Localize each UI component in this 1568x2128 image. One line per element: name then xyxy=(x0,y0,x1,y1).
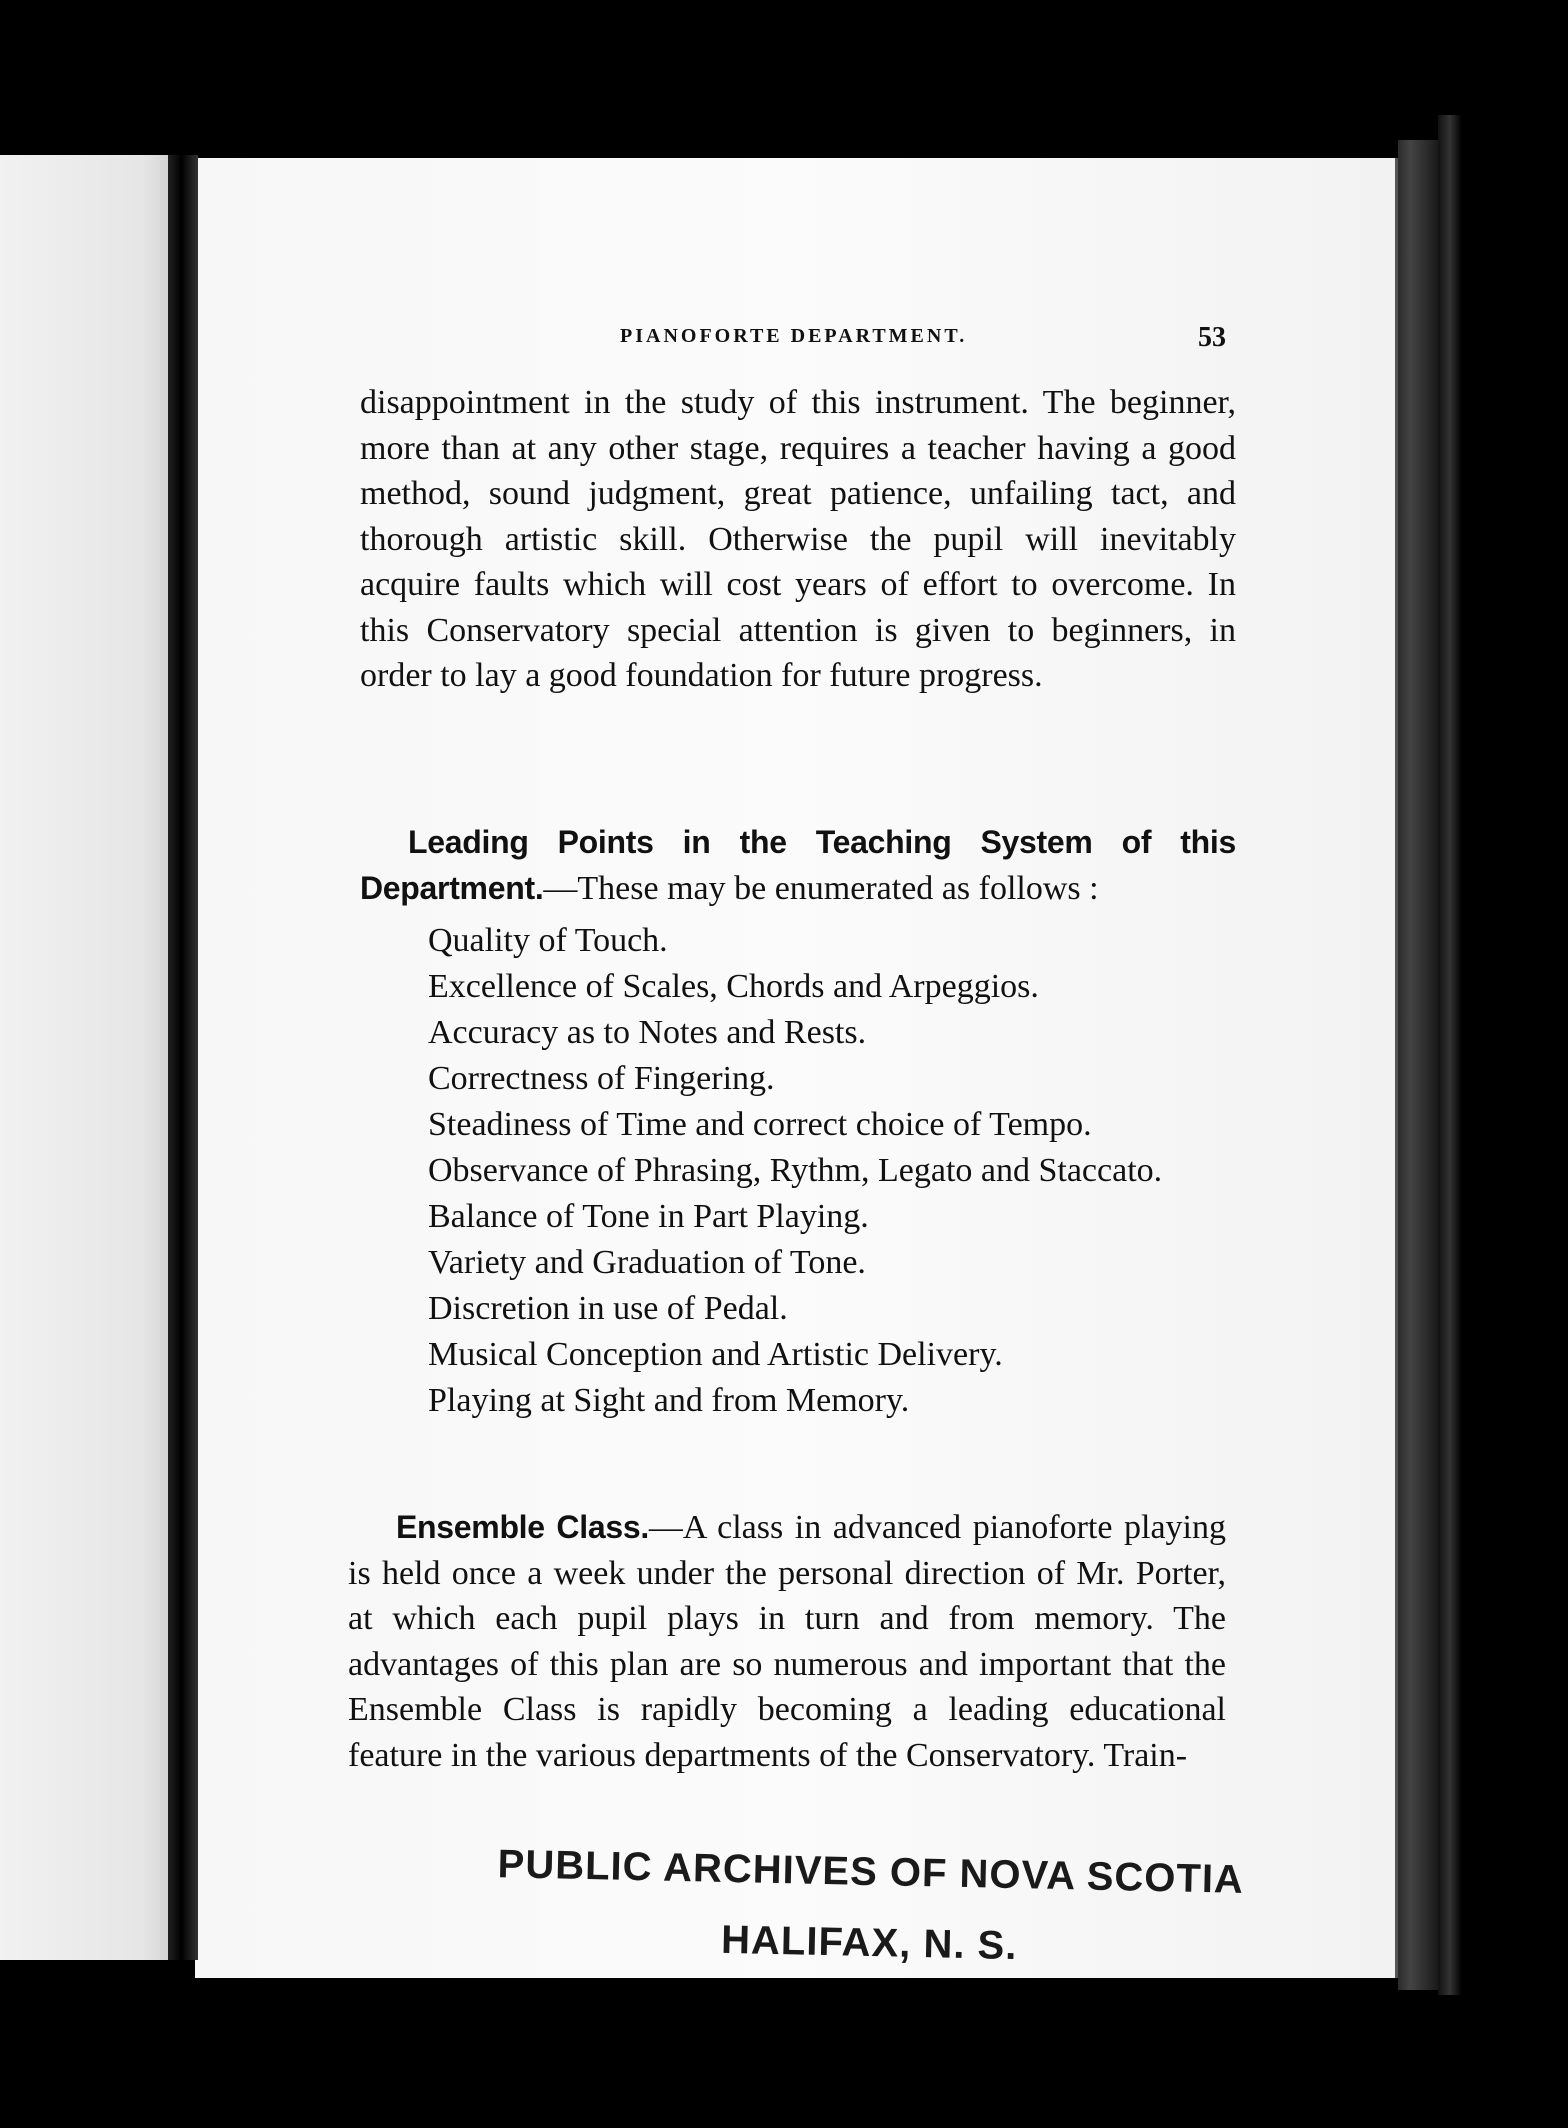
list-item: Variety and Graduation of Tone. xyxy=(428,1244,866,1281)
book-gutter xyxy=(168,155,198,1960)
archive-stamp xyxy=(489,1842,1251,1974)
paragraph-text: disappointment in the study of this instrument. The beginner, more than at any other stage, requires a teacher having a good method, sound judgment, great patience, unfailing tact, and thorough artistic skill. Otherwise the pupil will inevitably acquire faults which will cost years of effort to overcome. In this Conservatory special attention is given to beginners, in order to lay a good foundation for future progress. xyxy=(360,384,1236,694)
paragraph-continuation xyxy=(360,380,1236,699)
section-heading: Ensemble Class. xyxy=(396,1509,649,1545)
section-teaching-system xyxy=(360,820,1236,911)
facing-page-edge xyxy=(0,155,178,1960)
book-cover-edge xyxy=(1438,115,1462,1995)
list-item: Accuracy as to Notes and Rests. xyxy=(428,1014,867,1051)
section-text: —A class in advanced pianoforte playing is held once a week under the personal direction of Mr. Porter, at which each pupil plays in turn and from memory. The advantages of this plan are so numerous and important that the Ensemble Class is rapidly becoming a leading educational feature in the various departments of the Conservatory. Train- xyxy=(348,1509,1226,1774)
section-heading: Leading Points in the Teaching System of this Department. xyxy=(360,824,1236,906)
section-text: —These may be enumerated as follows : xyxy=(543,869,1099,907)
teaching-points-list xyxy=(428,918,1240,1424)
list-item: Correctness of Fingering. xyxy=(428,1060,775,1097)
list-item: Excellence of Scales, Chords and Arpeggios. xyxy=(428,968,1039,1005)
page-stack-edge xyxy=(1398,140,1438,1990)
running-head: PIANOFORTE DEPARTMENT. xyxy=(620,325,968,347)
section-ensemble-class xyxy=(348,1505,1226,1778)
stamp-line-2: HALIFAX, N. S. xyxy=(720,1917,1018,1969)
stamp-line-1: PUBLIC ARCHIVES OF NOVA SCOTIA xyxy=(497,1842,1245,1902)
list-item: Quality of Touch. xyxy=(428,922,668,959)
list-item: Discretion in use of Pedal. xyxy=(428,1290,788,1327)
list-item: Balance of Tone in Part Playing. xyxy=(428,1198,869,1235)
list-item: Observance of Phrasing, Rythm, Legato and Staccato. xyxy=(428,1152,1163,1189)
page-number: 53 xyxy=(1198,322,1226,353)
list-item: Steadiness of Time and correct choice of Tempo. xyxy=(428,1106,1092,1143)
list-item: Musical Conception and Artistic Delivery. xyxy=(428,1336,1003,1373)
list-item: Playing at Sight and from Memory. xyxy=(428,1382,910,1419)
